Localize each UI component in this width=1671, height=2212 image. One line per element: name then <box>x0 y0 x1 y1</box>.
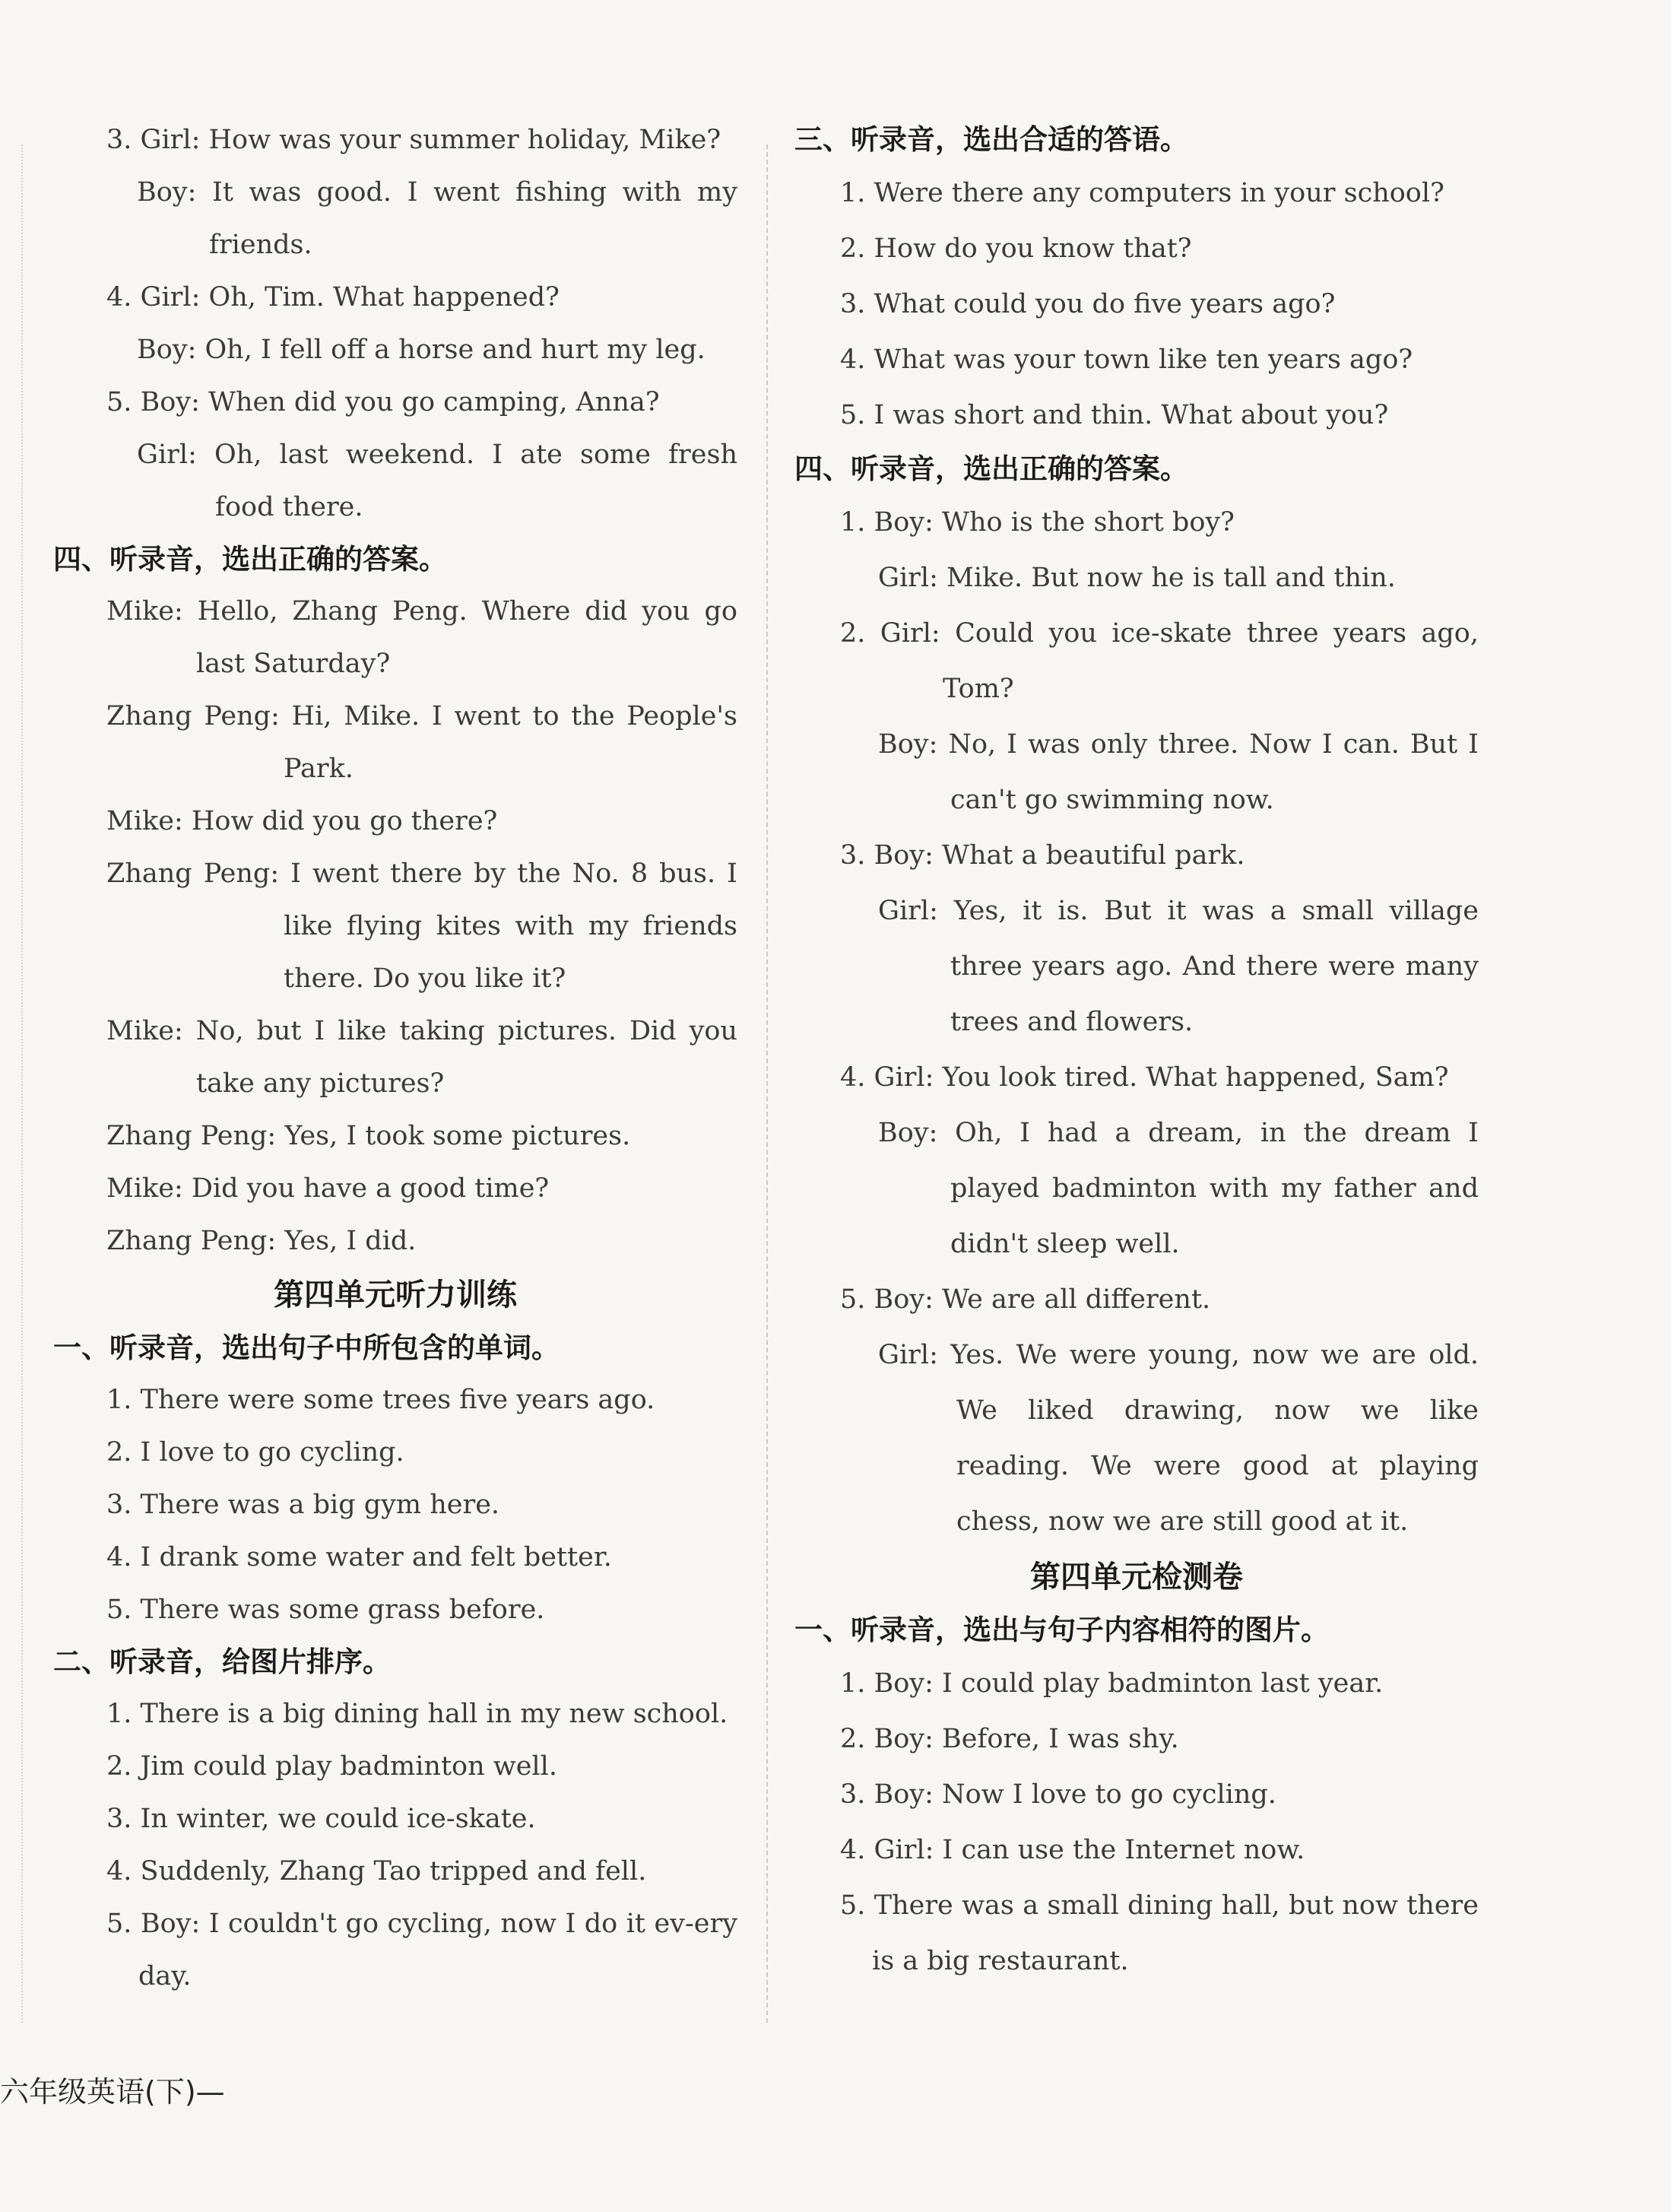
list-item: Zhang Peng: Yes, I took some pictures. <box>106 1121 631 1151</box>
list-item: 2. Jim could play badminton well. <box>106 1751 557 1782</box>
test-part-1-items <box>794 1656 1479 1989</box>
list-item: 3. What could you do five years ago? <box>840 289 1336 319</box>
list-item: Mike: No, but I like taking pictures. Did you take any pictures? <box>106 1016 737 1099</box>
list-item: 4. Girl: You look tired. What happened, Sam? <box>840 1062 1449 1093</box>
list-item: 2. How do you know that? <box>840 233 1192 264</box>
list-item: 5. There was some grass before. <box>106 1595 545 1625</box>
right-column <box>794 114 1479 1989</box>
list-item: Girl: Yes, it is. But it was a small village three years ago. And there were many trees and flowers. <box>878 896 1479 1037</box>
left-margin-line <box>21 144 23 2023</box>
part-2-title: 二、听录音，给图片排序。 <box>53 1646 391 1678</box>
list-item: 3. In winter, we could ice-skate. <box>106 1804 536 1834</box>
list-item: 1. There were some trees five years ago. <box>106 1385 655 1415</box>
section-4-title: 四、听录音，选出正确的答案。 <box>53 543 447 576</box>
list-item: 5. Boy: I couldn't go cycling, now I do it ev-ery day. <box>106 1909 737 1991</box>
list-item: 2. I love to go cycling. <box>106 1437 404 1468</box>
list-item: 1. There is a big dining hall in my new school. <box>106 1699 728 1729</box>
list-item: Girl: Yes. We were young, now we are old. We liked drawing, now we like reading. We were good at playing chess, now we are still good at it. <box>878 1340 1479 1537</box>
list-item: 1. Were there any computers in your school? <box>840 178 1444 208</box>
page-footer: 六年级英语(下)— <box>0 2075 225 2109</box>
section-4-dialogue <box>53 586 737 1268</box>
list-item: Mike: Hello, Zhang Peng. Where did you go last Saturday? <box>106 596 737 679</box>
list-item: Zhang Peng: Hi, Mike. I went to the People's Park. <box>106 701 737 784</box>
list-item: 5. I was short and thin. What about you? <box>840 400 1389 430</box>
list-item: Mike: Did you have a good time? <box>106 1173 550 1204</box>
list-item: 5. There was a small dining hall, but now there is a big restaurant. <box>840 1890 1479 1976</box>
part-4-title: 四、听录音，选出正确的答案。 <box>794 452 1188 485</box>
list-item: 5. Boy: We are all different. <box>840 1284 1211 1315</box>
part-4-items <box>794 495 1479 1550</box>
list-item: 2. Girl: Could you ice-skate three years ago, Tom? <box>840 618 1479 704</box>
list-item: 3. Girl: How was your summer holiday, Mike? <box>106 125 721 155</box>
list-item: 4. Girl: I can use the Internet now. <box>840 1835 1305 1865</box>
list-item: 3. Boy: What a beautiful park. <box>840 840 1245 871</box>
test-part-1-title: 一、听录音，选出与句子内容相符的图片。 <box>794 1614 1329 1646</box>
list-item: 4. Girl: Oh, Tim. What happened? <box>106 282 560 313</box>
list-item: 5. Boy: When did you go camping, Anna? <box>106 387 660 417</box>
unit-4-listening-title: 第四单元听力训练 <box>274 1277 517 1312</box>
list-item: Boy: Oh, I fell off a horse and hurt my leg. <box>137 335 705 365</box>
list-item: Girl: Mike. But now he is tall and thin. <box>878 563 1396 593</box>
part-3-items <box>794 166 1479 443</box>
list-item: 3. Boy: Now I love to go cycling. <box>840 1779 1276 1810</box>
part-2-items <box>53 1688 737 2003</box>
list-item: Zhang Peng: Yes, I did. <box>106 1226 417 1256</box>
list-item: 1. Boy: I could play badminton last year. <box>840 1668 1384 1699</box>
list-item: Boy: Oh, I had a dream, in the dream I played badminton with my father and didn't sleep well. <box>878 1118 1479 1259</box>
list-item: Boy: It was good. I went fishing with my friends. <box>137 177 737 260</box>
list-item: 4. Suddenly, Zhang Tao tripped and fell. <box>106 1856 647 1887</box>
part-3-title: 三、听录音，选出合适的答语。 <box>794 123 1188 156</box>
list-item: 3. There was a big gym here. <box>106 1490 500 1520</box>
list-item: Boy: No, I was only three. Now I can. But I can't go swimming now. <box>878 729 1479 815</box>
part-1-items <box>53 1374 737 1636</box>
unit-4-test-title: 第四单元检测卷 <box>1030 1560 1243 1595</box>
part-1-title: 一、听录音，选出句子中所包含的单词。 <box>53 1331 560 1364</box>
previous-section-items <box>53 114 737 534</box>
list-item: 2. Boy: Before, I was shy. <box>840 1724 1179 1754</box>
list-item: Girl: Oh, last weekend. I ate some fresh food there. <box>137 440 737 522</box>
list-item: Zhang Peng: I went there by the No. 8 bus. I like flying kites with my friends there. Do you like it? <box>106 858 737 994</box>
column-divider <box>766 144 768 2023</box>
list-item: 1. Boy: Who is the short boy? <box>840 507 1235 538</box>
list-item: 4. I drank some water and felt better. <box>106 1542 612 1573</box>
list-item: 4. What was your town like ten years ago? <box>840 344 1413 375</box>
list-item: Mike: How did you go there? <box>106 806 498 836</box>
left-column <box>53 114 737 2003</box>
